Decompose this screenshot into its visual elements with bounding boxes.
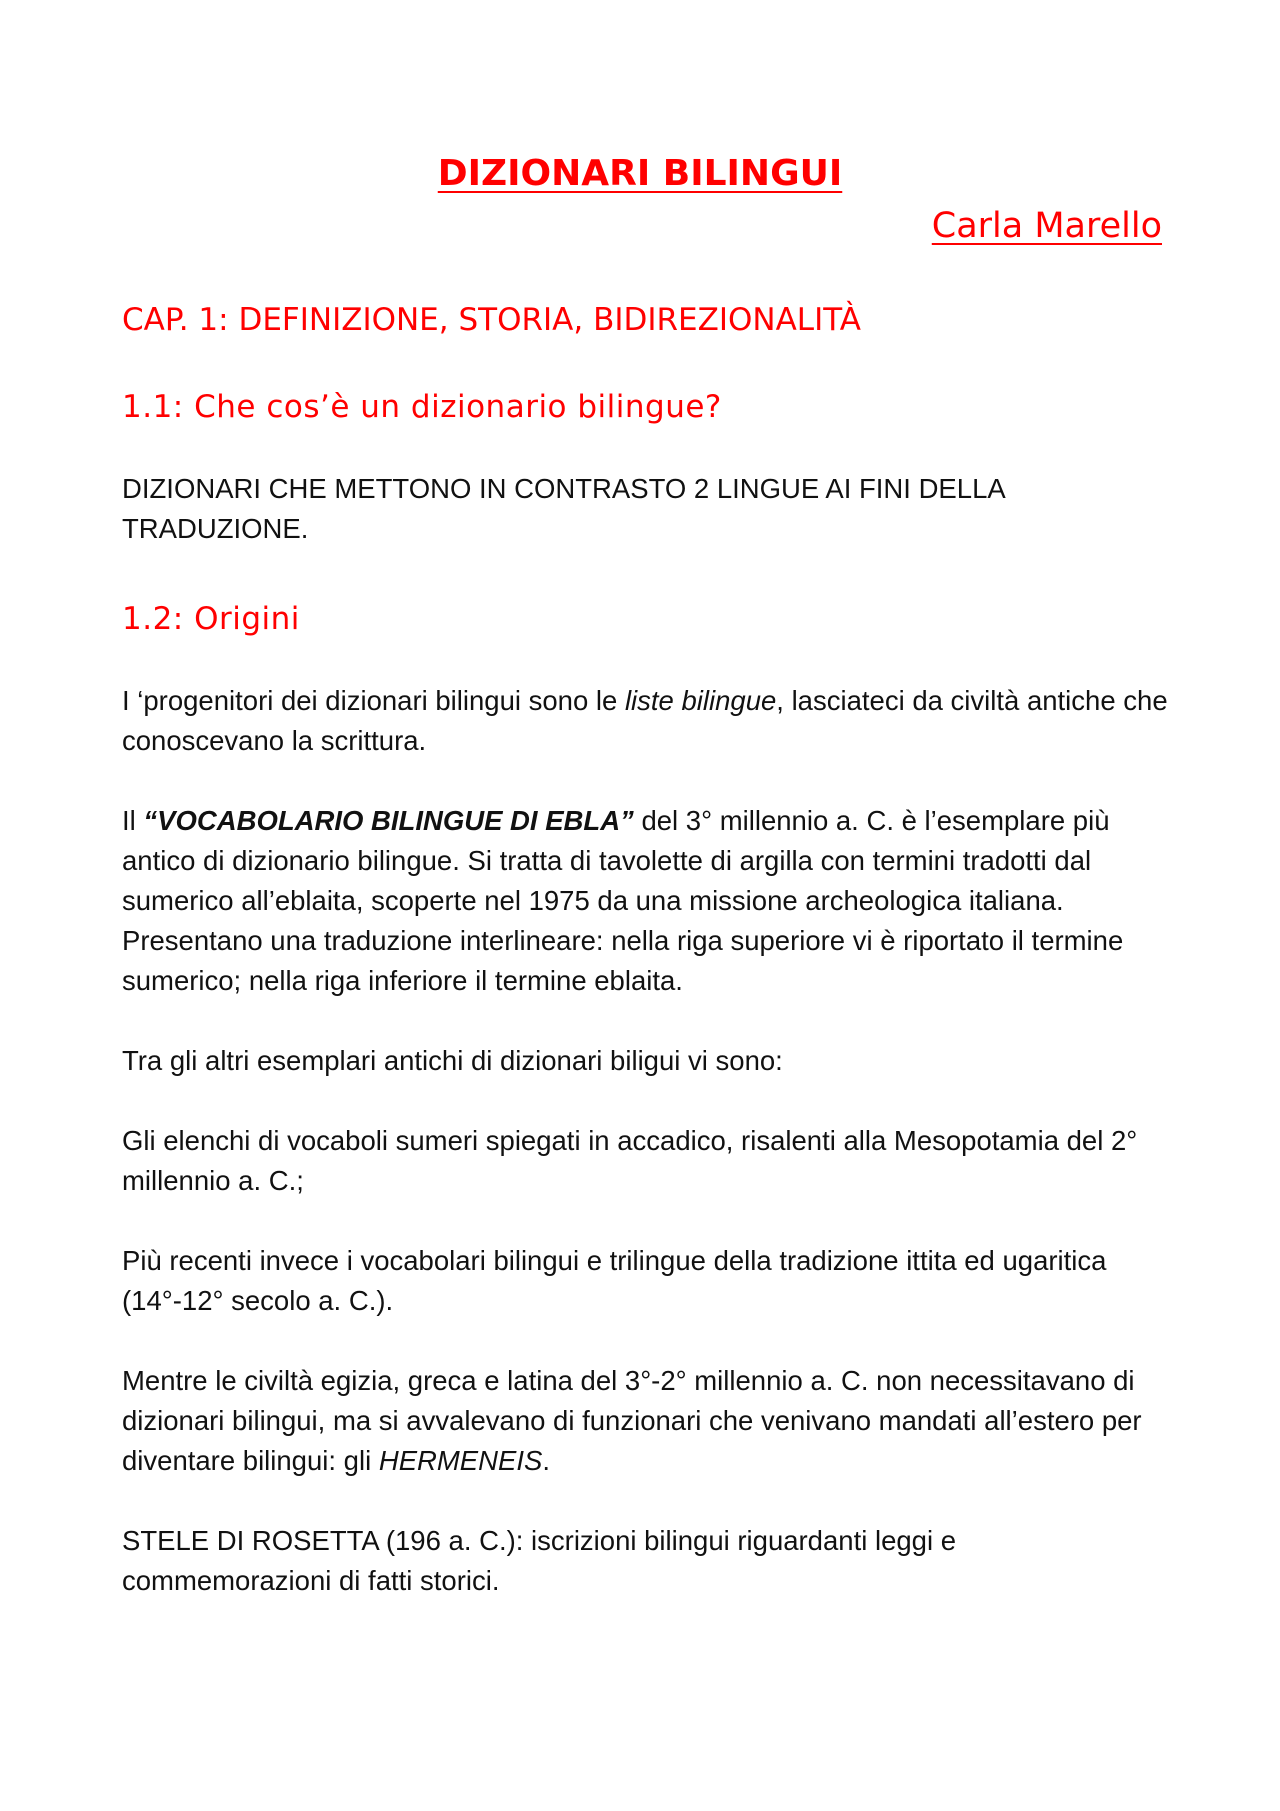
paragraph-rosetta: STELE DI ROSETTA (196 a. C.): iscrizioni bilingui riguardanti leggi e commemorazioni di fatti storici. (122, 1525, 956, 1596)
paragraph-progenitori-start: I ‘progenitori dei dizionari bilingui sono le (122, 685, 625, 716)
term-liste-bilingue: liste bilingue (624, 685, 777, 716)
section-2-heading: 1.2: Origini (122, 601, 300, 637)
paragraph-ebla-end: del 3° millennio a. C. è l’esemplare più antico di dizionario bilingue. Si tratta di tavolette di argilla con termini tradotti dal sumerico all’eblaita, scoperte nel 1975 da una missione archeologica italiana. (122, 805, 1110, 916)
document-author: Carla Marello (931, 206, 1162, 246)
paragraph-hermeneis-start: Mentre le civiltà egizia, greca e latina del 3°-2° millennio a. C. non necessitavano di dizionari bilingui, ma si avvalevano di funzionari che venivano mandati all’estero per diventare bilingui: gli (122, 1365, 1142, 1476)
chapter-heading: CAP. 1: DEFINIZIONE, STORIA, BIDIREZIONALITÀ (122, 302, 861, 338)
paragraph-interlineare: Presentano una traduzione interlineare: nella riga superiore vi è riportato il termine sumerico; nella riga inferiore il termine eblaita. (122, 925, 1124, 996)
term-hermeneis: HERMENEIS (378, 1445, 543, 1476)
paragraph-hermeneis (122, 1361, 1172, 1481)
paragraph-progenitori (122, 681, 1172, 761)
term-vocabolario-ebla: “VOCABOLARIO BILINGUE DI EBLA” (143, 805, 634, 836)
paragraph-altri-esemplari: Tra gli altri esemplari antichi di dizionari biligui vi sono: (122, 1045, 783, 1076)
paragraph-progenitori-end: , lasciateci da civiltà antiche che conoscevano la scrittura. (122, 685, 1168, 756)
paragraph-ebla-start: Il (122, 805, 144, 836)
section-1-paragraph: DIZIONARI CHE METTONO IN CONTRASTO 2 LINGUE AI FINI DELLA TRADUZIONE. (122, 473, 1005, 544)
paragraph-ebla (122, 801, 1172, 921)
document-title: DIZIONARI BILINGUI (437, 153, 843, 194)
document-body (122, 300, 1172, 1641)
paragraph-sumeri: Gli elenchi di vocaboli sumeri spiegati in accadico, risalenti alla Mesopotamia del 2° millennio a. C.; (122, 1125, 1138, 1196)
paragraph-ittita: Più recenti invece i vocabolari bilingui e trilingue della tradizione ittita ed ugaritica (14°-12° secolo a. C.). (122, 1245, 1107, 1316)
paragraph-hermeneis-end: . (542, 1445, 550, 1476)
section-1-heading: 1.1: Che cos’è un dizionario bilingue? (122, 389, 722, 425)
